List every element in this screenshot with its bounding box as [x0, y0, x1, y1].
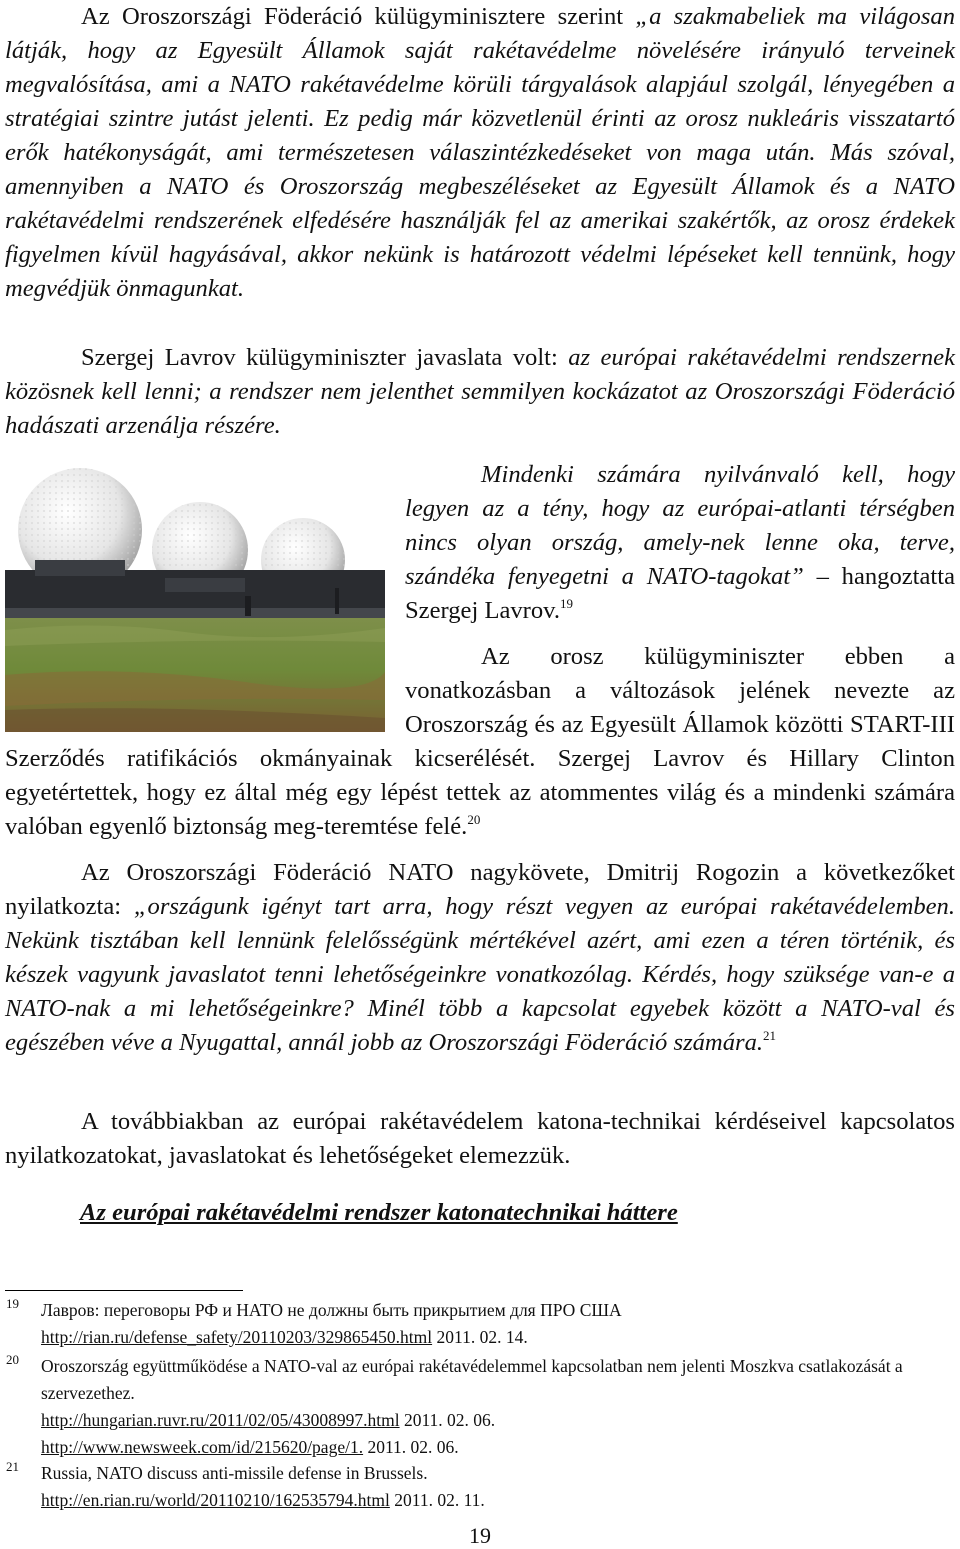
- footnote-date: 2011. 02. 06.: [399, 1410, 496, 1430]
- footnote-text: Russia, NATO discuss anti-missile defense in Brussels.: [41, 1463, 428, 1483]
- paragraph-continuation: [5, 1105, 955, 1173]
- footnote-ref-20[interactable]: 20: [467, 812, 481, 827]
- paragraph-quote: az európai rakétavédelmi rendszernek közösnek kell lenni; a rendszer nem jelenthet semmilyen kockázatot az Oroszországi Föderáció hadászati arzenálja részére.: [5, 344, 956, 439]
- footnote-link[interactable]: http://hungarian.ruvr.ru/2011/02/05/43008997.html: [41, 1410, 400, 1430]
- footnote-text: Лавров: переговоры РФ и НАТО не должны быть прикрытием для ПРО США: [41, 1300, 622, 1320]
- paragraph-lead: Szergej Lavrov külügyminiszter javaslata volt:: [81, 344, 569, 371]
- footnote-link[interactable]: http://rian.ru/defense_safety/20110203/329865450.html: [41, 1327, 433, 1347]
- footnote-date: 2011. 02. 06.: [363, 1437, 459, 1457]
- footnote-divider: [5, 1290, 243, 1291]
- paragraph-quote: „a szakmabeliek ma világosan látják, hogy az Egyesült Államok saját rakétavédelme növelésére irányuló terveinek megvalósítása, ami a NATO rakétavédelme körüli tárgyalások alapjául szolgál, lényegében a stratégiai szintre jutást jelenti. Ez pedig már közvetlenül érinti az orosz nukleáris visszatartó erők hatékonyságát, ami természetesen válaszintézkedéseket von maga után. Más szóval, amennyiben a NATO és Oroszország megbeszéléseket az Egyesült Államok és a NATO rakétavédelmi rendszerének elfedésére használják fel az amerikai szakértők, az orosz érdekek figyelmen kívül hagyásával, akkor nekünk is határozott védelmi lépéseket kell tennünk, hogy megvédjük önmagunkat.: [5, 3, 955, 302]
- paragraph-rogozin: [5, 856, 955, 1060]
- paragraph-quote: Mindenki számára nyilvánvaló kell, hogy legyen az a tény, hogy az európai-atlanti térségben nincs olyan ország, amely-nek lenne oka, terve, szándéka fenyegetni a NATO-tagokat”: [405, 461, 955, 590]
- paragraph-lead: Az Oroszországi Föderáció külügyminisztere szerint: [81, 3, 636, 30]
- page-number: 19: [469, 1523, 491, 1548]
- paragraph-text: A továbbiakban az európai rakétavédelem katona-technikai kérdéseivel kapcsolatos nyilatkozatokat, javaslatokat és lehetőségeket elemezzük.: [5, 1108, 955, 1169]
- footnote-ref-21[interactable]: 21: [763, 1028, 777, 1043]
- footnote-number: 19: [6, 1296, 19, 1311]
- footnote-number: 20: [6, 1352, 19, 1367]
- paragraph-lead: Az Oroszországi Föderáció NATO nagykövete, Dmitrij Rogozin a következőket nyilatkozta:: [5, 859, 955, 920]
- section-heading: Az európai rakétavédelmi rendszer katonatechnikai háttere: [80, 1199, 678, 1226]
- footnote-date: 2011. 02. 14.: [432, 1327, 528, 1347]
- footnote-link[interactable]: http://en.rian.ru/world/20110210/162535794.html: [41, 1490, 390, 1510]
- radar-domes-photo: [5, 460, 385, 732]
- footnote-number: 21: [6, 1459, 19, 1474]
- paragraph-lavrov-quote-1: [5, 0, 955, 306]
- paragraph-with-photo: Mindenki számára nyilvánvaló kell, hogy legyen az a tény, hogy az európai-atlanti térségben nincs olyan ország, amely-nek lenne oka, terve, szándéka fenyegetni a NATO-tagokat” – hangoztatta Szergej Lavrov.$^{19}$ Az orosz külügyminiszter ebben a vonatkozásban a változások jelének nevezte az Oroszország és az Egyesült Államok közötti START-III Szerződés ratifikációs okmányainak kicserélését. Szergej Lavrov és Hillary Clinton egyetértettek, hogy ez által még egy lépést tettek az atommentes világ és a mindenki számára valóban egyenlő biztonság meg-teremtése felé.$^{20}$: [5, 461, 956, 840]
- paragraph-lavrov-proposal: [5, 341, 955, 443]
- footnote-link[interactable]: http://www.newsweek.com/id/215620/page/1.: [41, 1437, 364, 1457]
- footnote-text: Oroszország együttműködése a NATO-val az európai rakétavédelemmel kapcsolatban nem jelenti Moszkva csatlakozását a szervezethez.: [41, 1356, 903, 1403]
- paragraph-quote: „országunk igényt tart arra, hogy részt vegyen az európai rakétavédelemben. Nekünk tisztában kell lennünk felelősségünk mértékével azért, ami ezen a téren történik, és készek vagyunk javaslatot tenni lehetőségeinkre vonatkozólag. Kérdés, hogy szüksége van-e a NATO-nak a mi lehetőségeinkre? Minél több a kapcsolat egyebek között a NATO-val és egészében véve a Nyugattal, annál jobb az Oroszországi Föderáció számára.: [5, 893, 956, 1056]
- footnote-date: 2011. 02. 11.: [389, 1490, 485, 1510]
- footnote-ref-19[interactable]: 19: [560, 596, 574, 611]
- radar-domes-image: [5, 460, 385, 732]
- paragraph-tail: hangoztatta Szergej Lavrov.: [405, 563, 956, 624]
- paragraph-start-iii: Az orosz külügyminiszter ebben a vonatkozásban a változások jelének nevezte az Oroszország és az Egyesült Államok közötti START-III Szerződés ratifikációs okmányainak kicserélését. Szergej Lavrov és Hillary Clinton egyetértettek, hogy ez által még egy lépést tettek az atommentes világ és a mindenki számára valóban egyenlő biztonság meg-teremtése felé.: [5, 643, 955, 840]
